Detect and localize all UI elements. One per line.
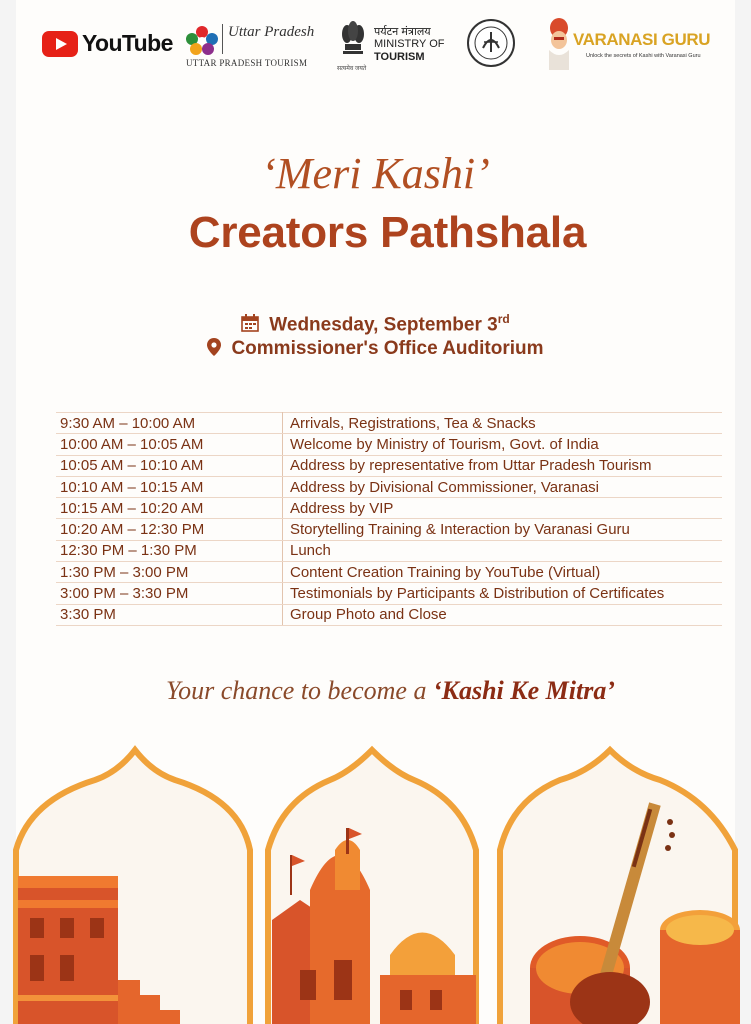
varanasi-guru-name: VARANASI GURU: [573, 30, 711, 49]
schedule-row: [56, 476, 722, 497]
youtube-wordmark: YouTube: [82, 30, 173, 56]
schedule-time: 10:10 AM – 10:15 AM: [56, 476, 283, 497]
logo-divider: [222, 24, 223, 54]
ministry-line1: MINISTRY OF: [374, 38, 445, 50]
schedule-row: [56, 604, 722, 625]
schedule-event: Arrivals, Registrations, Tea & Snacks: [283, 413, 723, 434]
ministry-of-tourism-logo: [336, 18, 448, 76]
schedule-event: Welcome by Ministry of Tourism, Govt. of India: [283, 434, 723, 455]
schedule-event: Address by representative from Uttar Pradesh Tourism: [283, 455, 723, 476]
up-tourism-label: UTTAR PRADESH TOURISM: [186, 58, 308, 68]
schedule-time: 10:05 AM – 10:10 AM: [56, 455, 283, 476]
varanasi-illustration: [0, 740, 751, 1024]
up-script-text: Uttar Pradesh: [228, 24, 315, 40]
schedule-table: [56, 412, 722, 626]
schedule-row: [56, 434, 722, 455]
sponsor-logos: [0, 0, 751, 90]
schedule-time: 1:30 PM – 3:00 PM: [56, 562, 283, 583]
schedule-time: 12:30 PM – 1:30 PM: [56, 540, 283, 561]
ministry-hindi: पर्यटन मंत्रालय: [374, 26, 431, 38]
up-tourism-logo: [182, 22, 315, 72]
tagline-highlight: ‘Kashi Ke Mitra’: [432, 676, 615, 705]
schedule-row: [56, 562, 722, 583]
varanasi-guru-logo: [546, 16, 726, 76]
flower-icon: [182, 22, 222, 58]
schedule-event: Group Photo and Close: [283, 604, 723, 625]
schedule-time: 10:00 AM – 10:05 AM: [56, 434, 283, 455]
calendar-icon: [241, 314, 259, 332]
event-venue: [0, 338, 751, 360]
youtube-logo: [42, 30, 173, 57]
event-date-text: Wednesday, September 3: [269, 314, 498, 336]
schedule-time: 3:30 PM: [56, 604, 283, 625]
schedule-event: Testimonials by Participants & Distribution of Certificates: [283, 583, 723, 604]
ministry-line2: TOURISM: [374, 51, 425, 63]
schedule-event: Storytelling Training & Interaction by Varanasi Guru: [283, 519, 723, 540]
schedule-event: Address by VIP: [283, 498, 723, 519]
schedule-time: 9:30 AM – 10:00 AM: [56, 413, 283, 434]
schedule-row: [56, 455, 722, 476]
varanasi-guru-tagline: Unlock the secrets of Kashi with Varanasi Guru: [586, 53, 701, 59]
event-date-suffix: rd: [497, 312, 510, 326]
schedule-row: [56, 540, 722, 561]
up-govt-seal-icon: [466, 18, 516, 68]
tagline: [0, 676, 751, 706]
schedule-event: Content Creation Training by YouTube (Virtual): [283, 562, 723, 583]
location-pin-icon: [207, 338, 221, 356]
schedule-time: 10:15 AM – 10:20 AM: [56, 498, 283, 519]
play-icon: [42, 31, 78, 57]
emblem-icon: [336, 18, 370, 62]
ministry-motto: सत्यमेव जयते: [337, 66, 367, 72]
guru-figure-icon: [546, 16, 572, 72]
schedule-row: [56, 583, 722, 604]
schedule-row: [56, 519, 722, 540]
schedule-row: [56, 413, 722, 434]
title-line-2: Creators Pathshala: [188, 208, 587, 257]
title-line-1: ‘Meri Kashi’: [261, 149, 490, 198]
schedule-row: [56, 498, 722, 519]
event-date: [0, 312, 751, 336]
schedule-time: 3:00 PM – 3:30 PM: [56, 583, 283, 604]
schedule-event: Address by Divisional Commissioner, Varanasi: [283, 476, 723, 497]
tagline-prefix: Your chance to become a: [166, 676, 433, 705]
event-venue-text: Commissioner's Office Auditorium: [231, 338, 544, 359]
schedule-event: Lunch: [283, 540, 723, 561]
schedule-time: 10:20 AM – 12:30 PM: [56, 519, 283, 540]
